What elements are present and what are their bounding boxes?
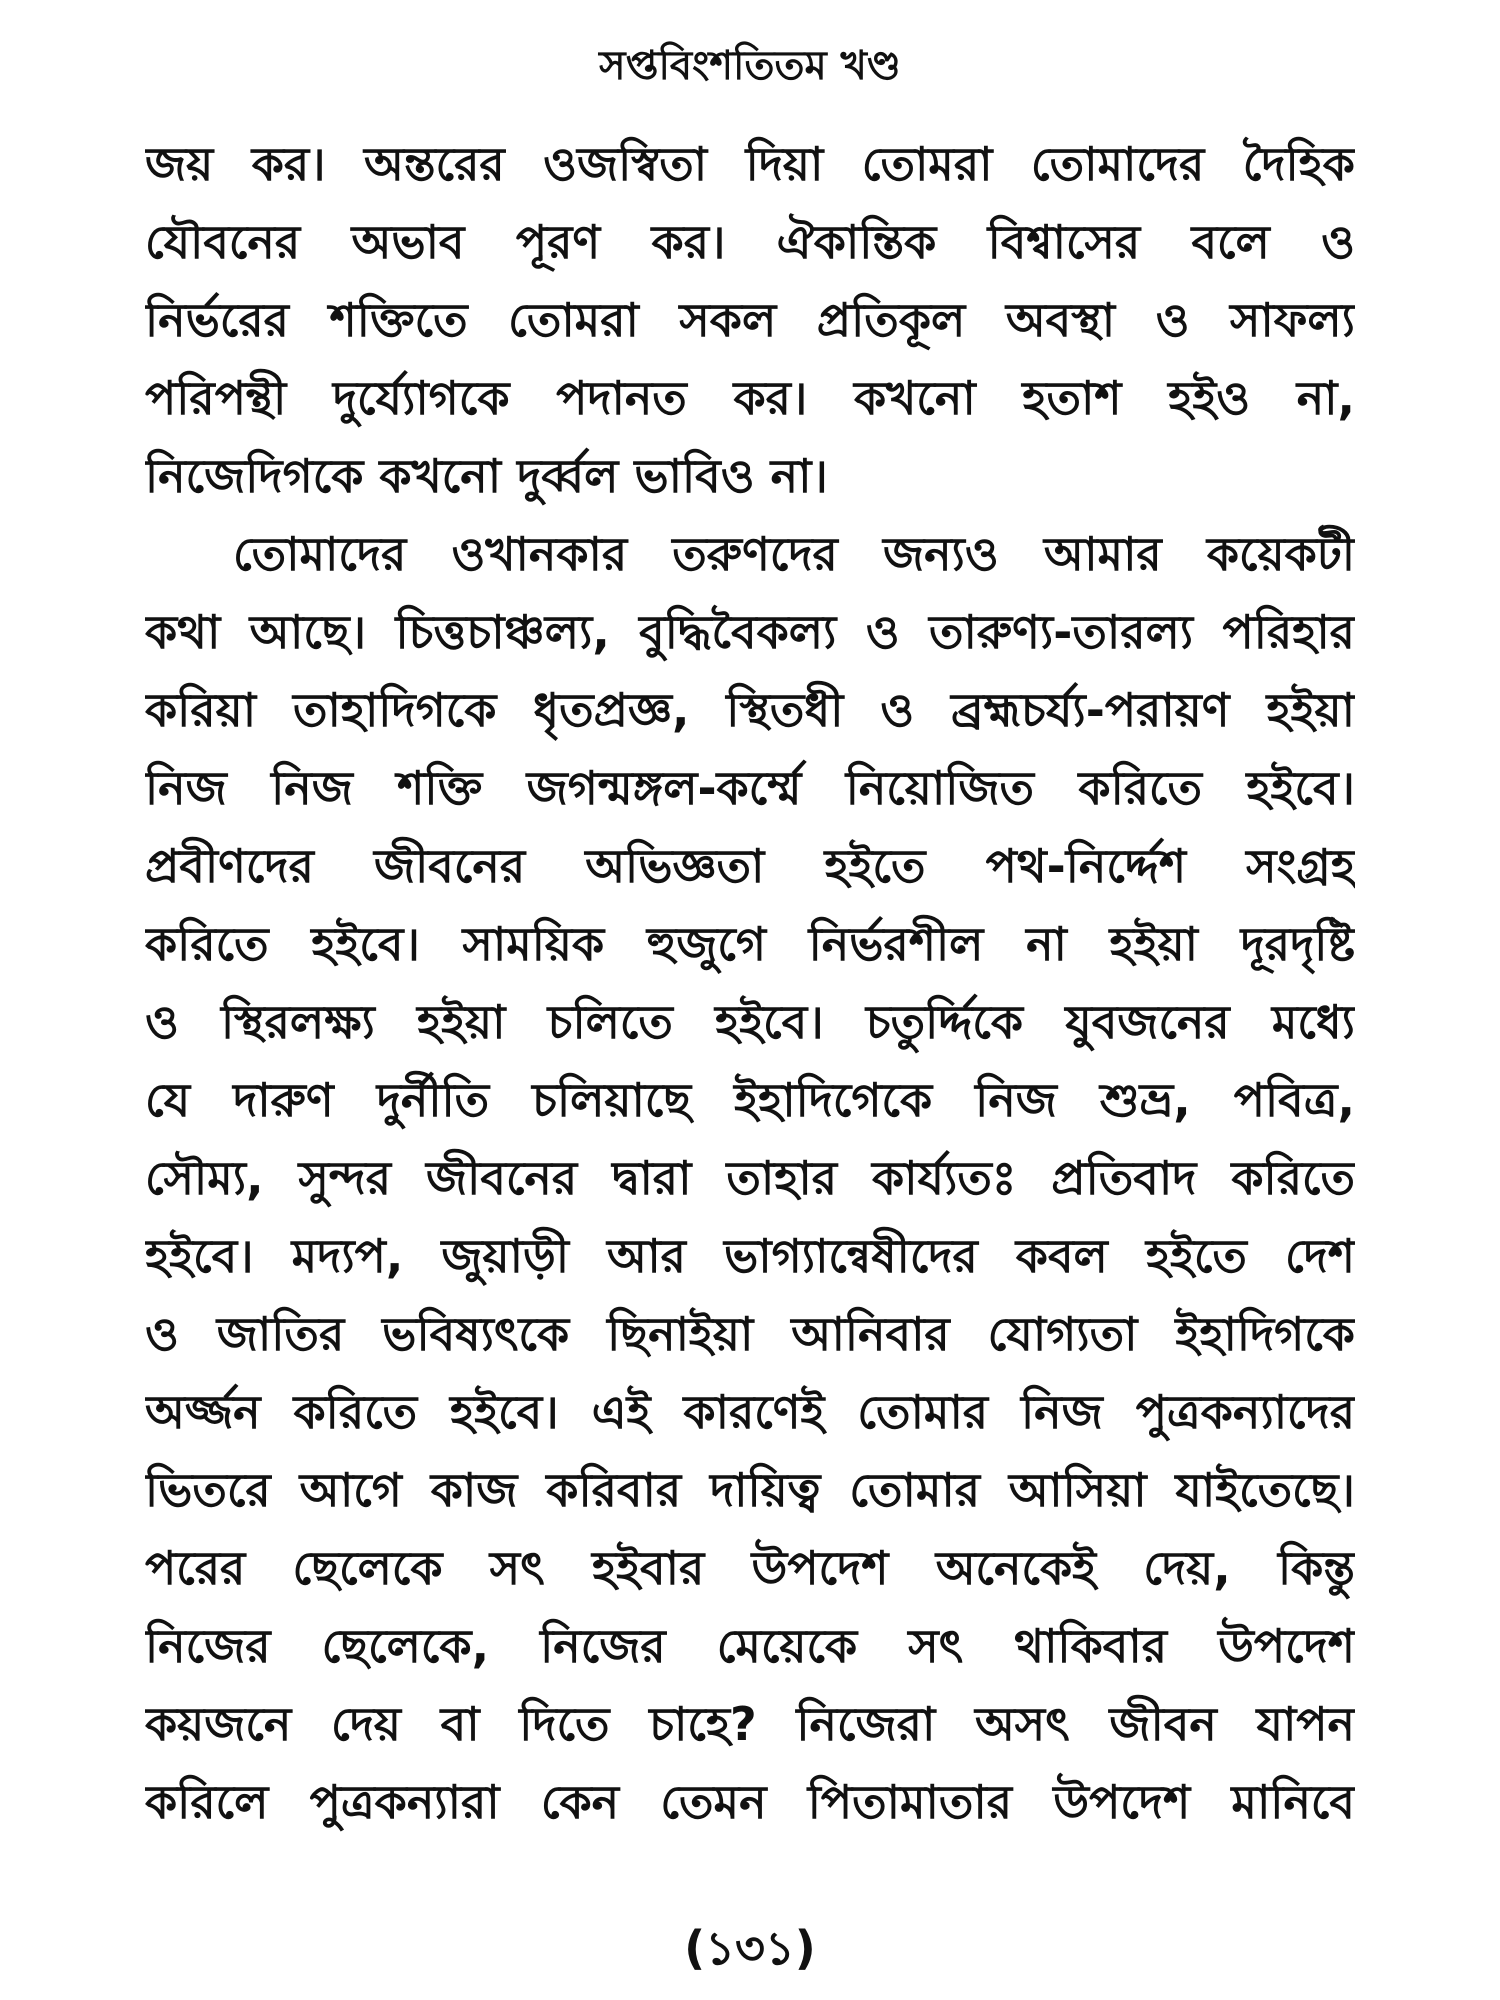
text-line: নির্ভরের শক্তিতে তোমরা সকল প্রতিকূল অবস্থা ও সাফল্য: [145, 293, 1355, 347]
text-line: ভিতরে আগে কাজ করিবার দায়িত্ব তোমার আসিয়া যাইতেছে।: [145, 1463, 1355, 1517]
text-line: যৌবনের অভাব পূরণ কর। ঐকান্তিক বিশ্বাসের বলে ও: [145, 215, 1355, 269]
body-text: [145, 125, 1355, 1841]
text-line: যে দারুণ দুর্নীতি চলিয়াছে ইহাদিগেকে নিজ শুভ্র, পবিত্র,: [145, 1073, 1355, 1127]
text-line: করিলে পুত্রকন্যারা কেন তেমন পিতামাতার উপদেশ মানিবে: [145, 1775, 1355, 1829]
page-number: (১৩১): [684, 1921, 816, 1975]
text-line: কয়জনে দেয় বা দিতে চাহে? নিজেরা অসৎ জীবন যাপন: [145, 1697, 1355, 1751]
paragraph-1: [145, 125, 1355, 515]
text-line: নিজেদিগকে কখনো দুর্ব্বল ভাবিও না।: [145, 449, 828, 503]
text-line: তোমাদের ওখানকার তরুণদের জন্যও আমার কয়েকটী: [233, 527, 1355, 581]
paragraph-2: [145, 515, 1355, 1841]
running-head: সপ্তবিংশতিতম খণ্ড: [599, 43, 901, 89]
text-line: কথা আছে। চিত্তচাঞ্চল্য, বুদ্ধিবৈকল্য ও তারুণ্য-তারল্য পরিহার: [145, 605, 1355, 659]
text-line: পরের ছেলেকে সৎ হইবার উপদেশ অনেকেই দেয়, কিন্তু: [145, 1541, 1355, 1595]
text-line: জয় কর। অন্তরের ওজস্বিতা দিয়া তোমরা তোমাদের দৈহিক: [145, 137, 1355, 191]
text-line: নিজ নিজ শক্তি জগন্মঙ্গল-কর্ম্মে নিয়োজিত করিতে হইবে।: [145, 761, 1355, 815]
text-line: পরিপন্থী দুর্য্যোগকে পদানত কর। কখনো হতাশ হইও না,: [145, 371, 1355, 425]
text-line: করিয়া তাহাদিগকে ধৃতপ্রজ্ঞ, স্থিতধী ও ব্রহ্মচর্য্য-পরায়ণ হইয়া: [145, 683, 1355, 737]
text-line: অর্জ্জন করিতে হইবে। এই কারণেই তোমার নিজ পুত্রকন্যাদের: [145, 1385, 1355, 1439]
text-line: ও স্থিরলক্ষ্য হইয়া চলিতে হইবে। চতুর্দ্দিকে যুবজনের মধ্যে: [145, 995, 1355, 1049]
text-line: করিতে হইবে। সাময়িক হুজুগে নির্ভরশীল না হইয়া দূরদৃষ্টি: [145, 917, 1355, 971]
text-line: নিজের ছেলেকে, নিজের মেয়েকে সৎ থাকিবার উপদেশ: [145, 1619, 1355, 1673]
text-line: ও জাতির ভবিষ্যৎকে ছিনাইয়া আনিবার যোগ্যতা ইহাদিগকে: [145, 1307, 1355, 1361]
text-line: হইবে। মদ্যপ, জুয়াড়ী আর ভাগ্যান্বেষীদের কবল হইতে দেশ: [145, 1229, 1355, 1283]
text-line: প্রবীণদের জীবনের অভিজ্ঞতা হইতে পথ-নির্দ্দেশ সংগ্রহ: [145, 839, 1355, 893]
text-line: সৌম্য, সুন্দর জীবনের দ্বারা তাহার কার্য্যতঃ প্রতিবাদ করিতে: [145, 1151, 1355, 1205]
